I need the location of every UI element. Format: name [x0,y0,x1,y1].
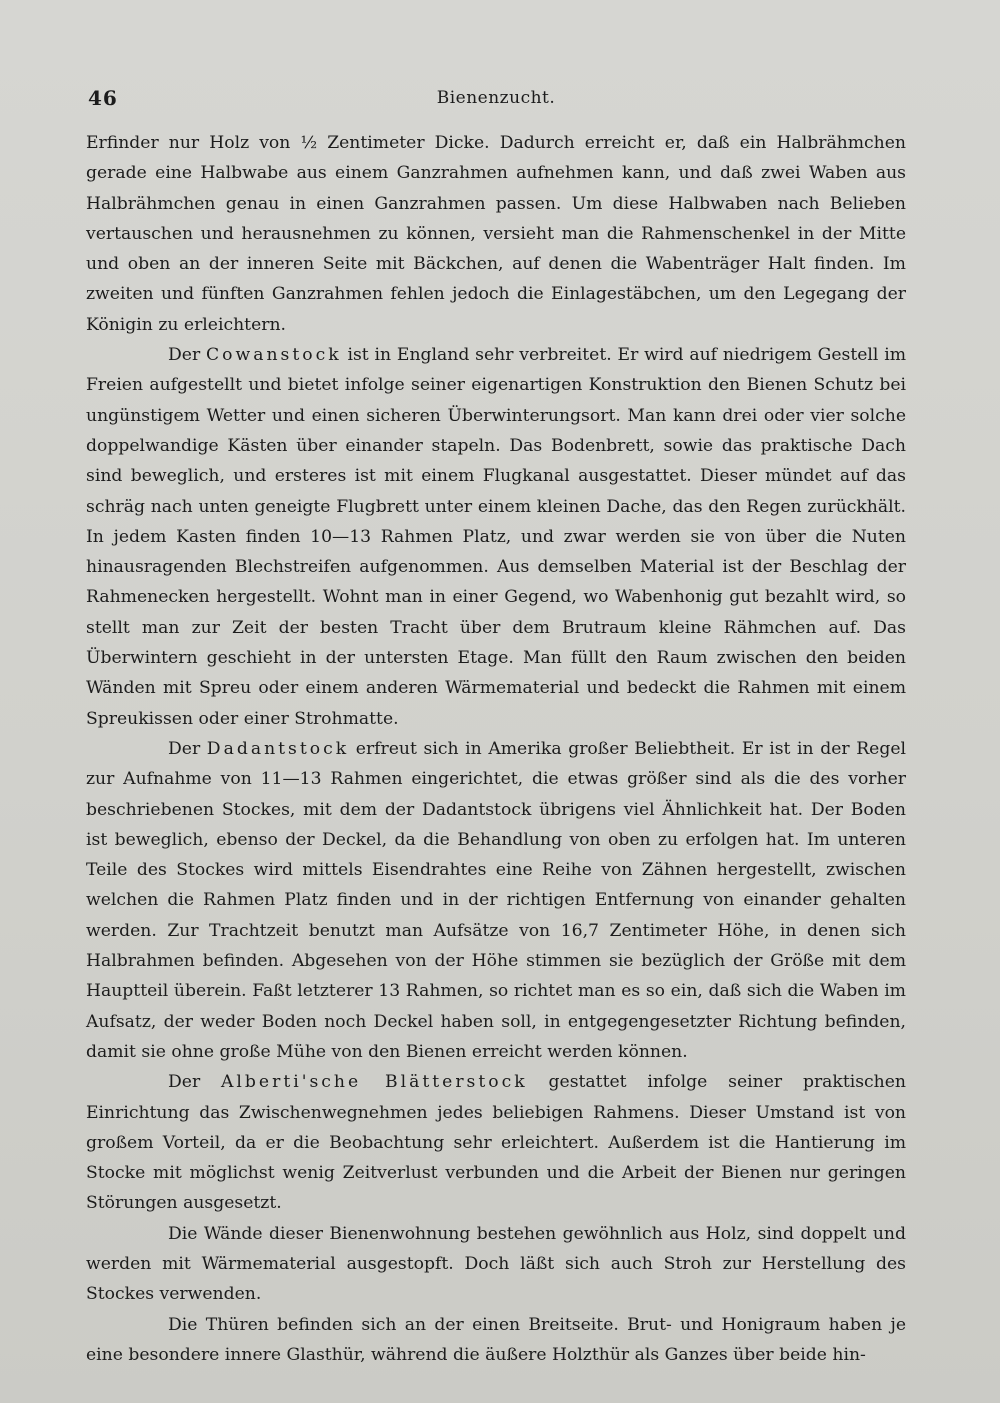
paragraph-2 [86,340,906,734]
paragraph-3-text: erfreut sich in Amerika großer Beliebtheit. Er ist in der Regel zur Aufnahme von 11—13 Rahmen eingerichtet, die etwas größer sind als die des vorher beschriebenen Stockes, mit dem der Dadantstock übrigens viel Ähnlichkeit hat. Der Boden ist beweglich, ebenso der Deckel, da die Behandlung von oben zu erfolgen hat. Im unteren Teile des Stockes wird mittels Eisendrahtes eine Reihe von Zähnen hergestellt, zwischen welchen die Rahmen Platz finden und in der richtigen Entfernung von einander gehalten werden. Zur Trachtzeit benutzt man Aufsätze von 16,7 Zentimeter Höhe, in denen sich Halbrahmen befinden. Abgesehen von der Höhe stimmen sie bezüglich der Größe mit dem Hauptteil überein. Faßt letzterer 13 Rahmen, so richtet man es so ein, daß sich die Waben im Aufsatz, der weder Boden noch Deckel haben soll, in entgegengesetzter Richtung befinden, damit sie ohne große Mühe von den Bienen erreicht werden können. [86,738,907,1062]
paragraph-5-text: Die Wände dieser Bienenwohnung bestehen gewöhnlich aus Holz, sind doppelt und werden mit Wärmematerial ausgestopft. Doch läßt sich auch Stroh zur Herstellung des Stockes verwenden. [86,1223,906,1305]
paragraph-2-lead: Der [168,345,201,366]
page-number: 46 [88,86,118,110]
page-header [86,86,906,116]
running-head: Bienenzucht. [436,88,556,108]
paragraph-6-text: Die Thüren befinden sich an der einen Breitseite. Brut- und Honigraum haben je eine besondere innere Glasthür, während die äußere Holzthür als Ganzes über beide hin- [86,1314,906,1365]
paragraph-4 [86,1067,906,1218]
paragraph-4-lead: Der [168,1072,201,1093]
term-dadantstock: Dadantstock [206,738,350,759]
paragraph-1 [86,128,906,340]
paragraph-2-text: ist in England sehr verbreitet. Er wird auf niedrigem Gestell im Freien aufgestellt und bietet infolge seiner eigenartigen Konstruktion den Bienen Schutz bei ungünstigem Wetter und einen sicheren Überwinterungsort. Man kann drei oder vier solche doppelwandige Kästen über einander stapeln. Das Bodenbrett, sowie das praktische Dach sind beweglich, und ersteres ist mit einem Flugkanal ausgestattet. Dieser mündet auf das schräg nach unten geneigte Flugbrett unter einem kleinen Dache, das den Regen zurückhält. In jedem Kasten finden 10—13 Rahmen Platz, und zwar werden sie von über die Nuten hinausragenden Blechstreifen aufgenommen. Aus demselben Material ist der Beschlag der Rahmenecken hergestellt. Wohnt man in einer Gegend, wo Wabenhonig gut bezahlt wird, so stellt man zur Zeit der besten Tracht über dem Brutraum kleine Rähmchen auf. Das Überwintern geschieht in der untersten Etage. Man füllt den Raum zwischen den beiden Wänden mit Spreu oder einem anderen Wärmematerial und bedeckt die Rahmen mit einem Spreukissen oder einer Strohmatte. [86,345,907,729]
paragraph-5 [86,1219,906,1310]
term-blaetterstock: Alberti'sche Blätterstock [221,1072,528,1093]
paragraph-6 [86,1310,906,1371]
paragraph-3 [86,734,906,1067]
term-cowanstock: Cowanstock [206,345,342,366]
body-text [86,128,906,1370]
paragraph-1-text: Erfinder nur Holz von ½ Zentimeter Dicke. Dadurch erreicht er, daß ein Halbrähmchen gerade eine Halbwabe aus einem Ganzrahmen aufnehmen kann, und daß zwei Waben aus Halbrähmchen genau in einen Ganzrahmen passen. Um diese Halbwaben nach Belieben vertauschen und herausnehmen zu können, versieht man die Rahmenschenkel in der Mitte und oben an der inneren Seite mit Bäckchen, auf denen die Wabenträger Halt finden. Im zweiten und fünften Ganzrahmen fehlen jedoch die Einlagestäbchen, um den Legegang der Königin zu erleichtern. [86,133,906,335]
paragraph-3-lead: Der [168,738,201,759]
paragraph-4-text: gestattet infolge seiner praktischen Einrichtung das Zwischenwegnehmen jedes beliebigen Rahmens. Dieser Umstand ist von großem Vorteil, da er die Beobachtung sehr erleichtert. Außerdem ist die Hantierung im Stocke mit möglichst wenig Zeitverlust verbunden und die Arbeit der Bienen nur geringen Störungen ausgesetzt. [86,1072,906,1214]
